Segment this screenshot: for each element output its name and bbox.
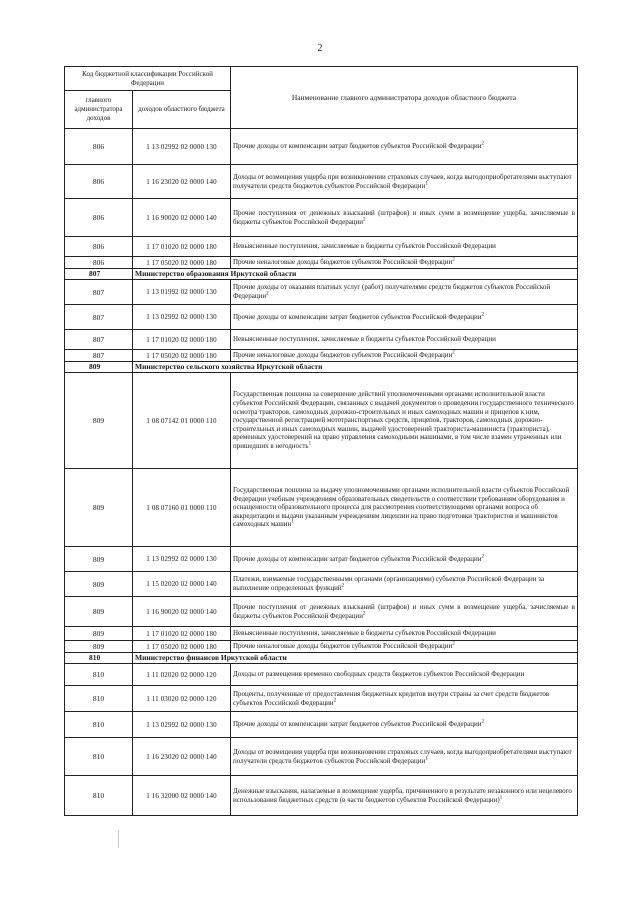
revenue-name-text: Прочие доходы от компенсации затрат бюджетов субъектов Российской Федерации — [233, 142, 482, 151]
revenue-name-text: Доходы от возмещения ущерба при возникновении страховых случаев, когда выгодоприобретателями выступают получатели средств бюджетов субъектов Российской Федерации — [233, 747, 572, 765]
revenue-code: 1 17 01020 02 0000 180 — [133, 237, 231, 257]
admin-code: 810 — [65, 738, 133, 776]
admin-code: 810 — [65, 664, 133, 686]
footnote-marker: 1 — [499, 795, 503, 801]
revenue-name-text: Невыясненные поступления, зачисляемые в бюджеты субъектов Российской Федерации — [233, 629, 496, 638]
admin-code: 809 — [65, 373, 133, 469]
admin-code: 809 — [65, 469, 133, 547]
revenue-name — [231, 469, 578, 547]
footnote-marker: 2 — [363, 611, 366, 617]
admin-code: 810 — [65, 776, 133, 816]
revenue-name — [231, 129, 578, 165]
revenue-code: 1 08 07160 01 0000 110 — [133, 469, 231, 547]
revenue-code: 1 13 01992 02 0000 130 — [133, 280, 231, 305]
revenue-name — [231, 257, 578, 269]
table-row — [65, 469, 578, 547]
ministry-row — [65, 362, 578, 373]
revenue-name — [231, 712, 578, 738]
footnote-marker: 2 — [481, 554, 484, 560]
admin-code: 807 — [65, 305, 133, 330]
admin-code: 810 — [65, 712, 133, 738]
footnote-marker: 1 — [308, 441, 312, 447]
revenue-name — [231, 330, 578, 350]
admin-code: 809 — [65, 547, 133, 572]
footnote-marker: 2 — [266, 291, 269, 297]
revenue-code: 1 08 07142 01 0000 110 — [133, 373, 231, 469]
administrator-name-header: Наименование главного администратора доходов областного бюджета — [231, 67, 578, 129]
table-row — [65, 237, 578, 257]
footnote-marker: 2 — [452, 257, 455, 263]
revenue-code: 1 17 05020 02 0000 180 — [133, 350, 231, 362]
table-row — [65, 129, 578, 165]
revenue-name — [231, 350, 578, 362]
revenue-name-text: Невыясненные поступления, зачисляемые в бюджеты субъектов Российской Федерации — [233, 335, 496, 344]
footnote-marker: 2 — [341, 583, 345, 589]
classification-group-header: Код бюджетной классификации Российской Федерации — [65, 67, 231, 91]
revenue-name-text: Доходы от возмещения ущерба при возникновении страховых случаев, когда выгодоприобретателями выступают получатели средств бюджетов субъектов Российской Федерации — [233, 172, 572, 190]
table-row — [65, 597, 578, 627]
revenue-name — [231, 664, 578, 686]
page-number: 2 — [317, 43, 323, 54]
revenue-code: 1 13 02992 02 0000 130 — [133, 712, 231, 738]
ministry-name: Министерство образования Иркутской области — [133, 269, 578, 280]
table-row — [65, 572, 578, 597]
revenue-code: 1 15 02020 02 0000 140 — [133, 572, 231, 597]
revenue-code: 1 17 05020 02 0000 180 — [133, 257, 231, 269]
admin-code: 810 — [65, 653, 133, 664]
admin-code: 807 — [65, 350, 133, 362]
revenue-name — [231, 641, 578, 653]
revenue-name-text: Прочие доходы от оказания платных услуг (работ) получателями средств бюджетов субъектов Российской Федерации — [233, 283, 551, 300]
table-row — [65, 257, 578, 269]
revenue-name-text: Денежные взыскания, налагаемые в возмещение ущерба, причиненного в результате незаконного или нецелевого использования бюджетных средств (в части бюджетов субъектов Российской Федерации) — [233, 786, 572, 804]
revenue-code: 1 13 02992 02 0000 130 — [133, 305, 231, 330]
revenue-name-text: Платежи, взимаемые государственными органами (организациями) субъектов Российской Федерации за выполнение определенных функций — [233, 575, 545, 592]
revenue-name-text: Проценты, полученные от предоставления бюджетных кредитов внутри страны за счет средств бюджетов субъектов Российской Федерации — [233, 689, 550, 707]
table-row — [65, 664, 578, 686]
revenue-name — [231, 373, 578, 469]
revenue-code-header: доходов областного бюджета — [133, 91, 231, 129]
footnote-marker: 2 — [481, 312, 484, 318]
ministry-name: Министерство финансов Иркутской области — [133, 653, 578, 664]
ministry-row — [65, 653, 578, 664]
revenue-name-text: Невыясненные поступления, зачисляемые в бюджеты субъектов Российской Федерации — [233, 242, 496, 251]
table-row — [65, 627, 578, 641]
revenue-name — [231, 305, 578, 330]
revenue-name-text: Прочие поступления от денежных взысканий (штрафов) и иных сумм в возмещение ущерба, зачисляемые в бюджеты субъектов Российской Федерации — [233, 602, 575, 620]
admin-code: 809 — [65, 641, 133, 653]
footnote-marker: 2 — [452, 350, 455, 356]
revenue-code: 1 16 90020 02 0000 140 — [133, 199, 231, 237]
footnote-marker: 2 — [481, 719, 484, 725]
revenue-name — [231, 280, 578, 305]
revenue-code: 1 13 02992 02 0000 130 — [133, 547, 231, 572]
footnote-marker: 1 — [291, 520, 294, 526]
footnote-marker: 2 — [481, 141, 484, 147]
revenue-name-text: Прочие неналоговые доходы бюджетов субъектов Российской Федерации — [233, 258, 453, 267]
admin-code: 806 — [65, 129, 133, 165]
revenue-name-text: Прочие доходы от компенсации затрат бюджетов субъектов Российской Федерации — [233, 720, 482, 729]
revenue-name — [231, 237, 578, 257]
table-row — [65, 686, 578, 712]
revenue-code: 1 17 01020 02 0000 180 — [133, 627, 231, 641]
revenue-name-text: Государственная пошлина за выдачу уполномоченными органами исполнительной власти субъектов Российской Федерации учебным учреждениям образовательных свидетельств о соответствии требованиям оборудования и оснащенности образовательного процесса для рассмотрения соответствующими органами вопроса об аккредитации и выдачи указанным учреждениям лицензии на право подготовки трактористов и машинистов самоходных машин — [233, 486, 570, 529]
revenue-classification-table — [64, 66, 578, 816]
table-row — [65, 641, 578, 653]
revenue-code: 1 11 03020 02 0000 120 — [133, 686, 231, 712]
table-row — [65, 330, 578, 350]
revenue-code: 1 11 02020 02 0000 120 — [133, 664, 231, 686]
revenue-name — [231, 738, 578, 776]
admin-code: 806 — [65, 165, 133, 199]
revenue-code: 1 16 90020 02 0000 140 — [133, 597, 231, 627]
table-body — [65, 129, 578, 816]
footnote-marker: 2 — [363, 217, 366, 223]
table-row — [65, 199, 578, 237]
footnote-marker: 2 — [333, 698, 337, 704]
table-row — [65, 547, 578, 572]
table-row — [65, 776, 578, 816]
revenue-name-text: Прочие доходы от компенсации затрат бюджетов субъектов Российской Федерации — [233, 312, 482, 321]
admin-code: 809 — [65, 627, 133, 641]
revenue-code: 1 16 23020 02 0000 140 — [133, 738, 231, 776]
table-row — [65, 738, 578, 776]
table-row — [65, 350, 578, 362]
admin-code: 806 — [65, 257, 133, 269]
revenue-name-text: Доходы от размещения временно свободных средств бюджетов субъектов Российской Федерации — [233, 670, 525, 679]
table-row — [65, 712, 578, 738]
revenue-code: 1 17 05020 02 0000 180 — [133, 641, 231, 653]
admin-code: 807 — [65, 330, 133, 350]
revenue-name — [231, 572, 578, 597]
ministry-row — [65, 269, 578, 280]
revenue-name — [231, 165, 578, 199]
footnote-marker: 2 — [452, 641, 455, 647]
table-header — [65, 67, 578, 129]
revenue-name-text: Прочие поступления от денежных взысканий (штрафов) и иных сумм в возмещение ущерба, зачисляемые в бюджеты субъектов Российской Федерации — [233, 208, 575, 226]
revenue-name — [231, 199, 578, 237]
admin-code: 806 — [65, 199, 133, 237]
admin-code: 810 — [65, 686, 133, 712]
revenue-code: 1 13 02992 02 0000 130 — [133, 129, 231, 165]
revenue-name — [231, 547, 578, 572]
admin-code: 806 — [65, 237, 133, 257]
revenue-name — [231, 627, 578, 641]
scan-artifact — [118, 830, 119, 848]
admin-code: 809 — [65, 597, 133, 627]
revenue-name-text: Прочие неналоговые доходы бюджетов субъектов Российской Федерации — [233, 351, 453, 360]
revenue-name — [231, 686, 578, 712]
admin-code-header: главного администратора доходов — [65, 91, 133, 129]
table-row — [65, 373, 578, 469]
revenue-code: 1 17 01020 02 0000 180 — [133, 330, 231, 350]
revenue-name-text: Государственная пошлина за совершение действий уполномоченными органами исполнительной власти субъектов Российской Федерации, связанных с выдачей документов о проведении государственного технического осмотра тракторов, самоходных дорожно-строительных и иных самоходных машин и прицепов к ним, государственной регистрацией мототранспортных средств, прицепов, тракторов, самоходных дорожно-строительных и иных самоходных машин, выдачей удостоверений тракториста-машиниста (тракториста), временных удостоверений на право управления самоходными машинами, в том числе взамен утраченных или пришедших в негодность — [233, 390, 574, 450]
revenue-name — [231, 597, 578, 627]
revenue-name — [231, 776, 578, 816]
footnote-marker: 1 — [425, 756, 428, 762]
revenue-code: 1 16 23020 02 0000 140 — [133, 165, 231, 199]
admin-code: 809 — [65, 572, 133, 597]
footnote-marker: 1 — [425, 181, 428, 187]
admin-code: 807 — [65, 280, 133, 305]
revenue-name-text: Прочие доходы от компенсации затрат бюджетов субъектов Российской Федерации — [233, 554, 482, 563]
revenue-name-text: Прочие неналоговые доходы бюджетов субъектов Российской Федерации — [233, 642, 453, 651]
revenue-code: 1 16 32000 02 0000 140 — [133, 776, 231, 816]
table-row — [65, 165, 578, 199]
admin-code: 809 — [65, 362, 133, 373]
table-row — [65, 305, 578, 330]
table-row — [65, 280, 578, 305]
admin-code: 807 — [65, 269, 133, 280]
ministry-name: Министерство сельского хозяйства Иркутской области — [133, 362, 578, 373]
